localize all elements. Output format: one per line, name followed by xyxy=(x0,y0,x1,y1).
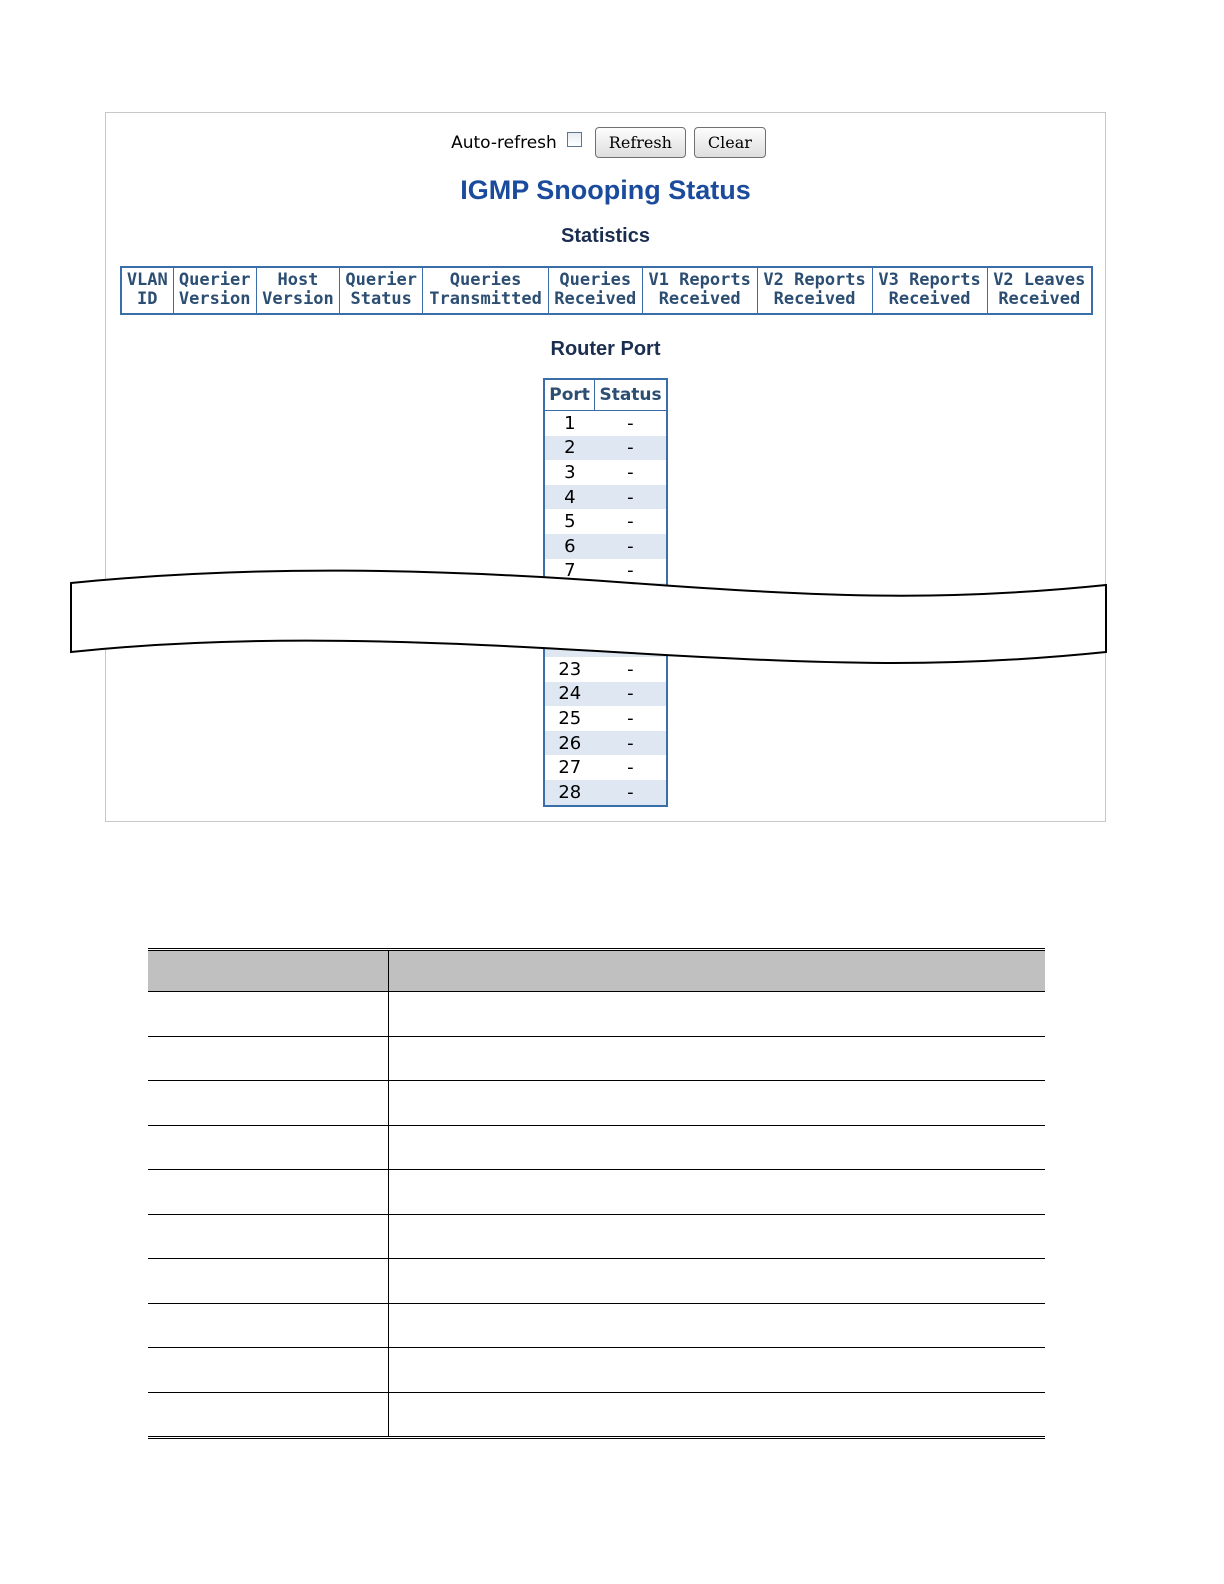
description-row xyxy=(148,992,1045,1037)
auto-refresh-label: Auto-refresh xyxy=(451,132,557,153)
description-text-cell xyxy=(389,1259,1046,1304)
description-row xyxy=(148,1259,1045,1304)
router-port-title: Router Port xyxy=(550,338,661,360)
port-status-cell: - xyxy=(595,780,667,806)
port-status-cell: - xyxy=(595,509,667,534)
status-column-header: Status xyxy=(595,379,667,411)
description-text-cell xyxy=(389,1348,1046,1393)
description-text-cell xyxy=(389,1125,1046,1170)
port-status-cell: - xyxy=(595,436,667,461)
description-row xyxy=(148,1036,1045,1081)
port-number-cell: 6 xyxy=(544,534,595,559)
description-object-cell xyxy=(148,1259,389,1304)
description-object-cell xyxy=(148,1036,389,1081)
port-number-cell: 1 xyxy=(544,411,595,436)
description-row xyxy=(148,1214,1045,1259)
description-object-cell xyxy=(148,1392,389,1438)
description-header-row xyxy=(148,950,1045,992)
description-row xyxy=(148,1170,1045,1215)
port-number-cell: 28 xyxy=(544,780,595,806)
description-text-cell xyxy=(389,1214,1046,1259)
statistics-column-header: Querier Version xyxy=(173,267,256,314)
statistics-column-header: VLAN ID xyxy=(121,267,173,314)
port-column-header: Port xyxy=(544,379,595,411)
statistics-column-header: Host Version xyxy=(256,267,339,314)
description-text-cell xyxy=(389,1170,1046,1215)
description-text-cell xyxy=(389,1303,1046,1348)
port-status-cell: - xyxy=(595,534,667,559)
description-header-description xyxy=(389,950,1046,992)
description-row xyxy=(148,1392,1045,1438)
statistics-column-header: Queries Transmitted xyxy=(423,267,549,314)
clear-button[interactable]: Clear xyxy=(694,127,766,158)
port-status-cell: - xyxy=(595,731,667,756)
description-object-cell xyxy=(148,1170,389,1215)
description-table xyxy=(148,948,1045,1439)
description-text-cell xyxy=(389,1036,1046,1081)
description-header-object xyxy=(148,950,389,992)
port-number-cell: 3 xyxy=(544,460,595,485)
statistics-title: Statistics xyxy=(561,225,650,247)
port-status-cell: - xyxy=(595,485,667,510)
description-object-cell xyxy=(148,992,389,1037)
description-text-cell xyxy=(389,1392,1046,1438)
description-row xyxy=(148,1125,1045,1170)
port-number-cell: 26 xyxy=(544,731,595,756)
description-text-cell xyxy=(389,992,1046,1037)
statistics-column-header: V2 Reports Received xyxy=(757,267,872,314)
port-number-cell: 23 xyxy=(544,657,595,682)
port-status-cell: - xyxy=(595,657,667,682)
description-object-cell xyxy=(148,1125,389,1170)
port-status-cell: - xyxy=(595,682,667,707)
description-object-cell xyxy=(148,1081,389,1126)
description-text-cell xyxy=(389,1081,1046,1126)
port-status-cell: - xyxy=(595,559,667,584)
description-row xyxy=(148,1348,1045,1393)
port-status-cell: - xyxy=(595,460,667,485)
port-number-cell: 5 xyxy=(544,509,595,534)
description-object-cell xyxy=(148,1303,389,1348)
description-object-cell xyxy=(148,1348,389,1393)
port-number-cell: 27 xyxy=(544,755,595,780)
refresh-button[interactable]: Refresh xyxy=(595,127,686,158)
statistics-column-header: Querier Status xyxy=(340,267,423,314)
port-number-cell: 7 xyxy=(544,559,595,584)
statistics-column-header: V3 Reports Received xyxy=(872,267,987,314)
port-status-cell: - xyxy=(595,411,667,436)
port-status-cell: - xyxy=(595,706,667,731)
statistics-column-header: V2 Leaves Received xyxy=(987,267,1092,314)
port-number-cell: 24 xyxy=(544,682,595,707)
statistics-column-header: Queries Received xyxy=(548,267,642,314)
description-rows xyxy=(148,992,1045,1438)
description-row xyxy=(148,1303,1045,1348)
igmp-status-panel xyxy=(105,112,1106,822)
page-title: IGMP Snooping Status xyxy=(460,175,751,205)
statistics-column-header: V1 Reports Received xyxy=(642,267,757,314)
page-break-graphic xyxy=(71,113,1072,823)
port-number-cell: 25 xyxy=(544,706,595,731)
port-status-cell: - xyxy=(595,755,667,780)
port-number-cell: 2 xyxy=(544,436,595,461)
port-number-cell: 4 xyxy=(544,485,595,510)
description-row xyxy=(148,1081,1045,1126)
description-object-cell xyxy=(148,1214,389,1259)
page-break-shape xyxy=(71,571,1106,663)
